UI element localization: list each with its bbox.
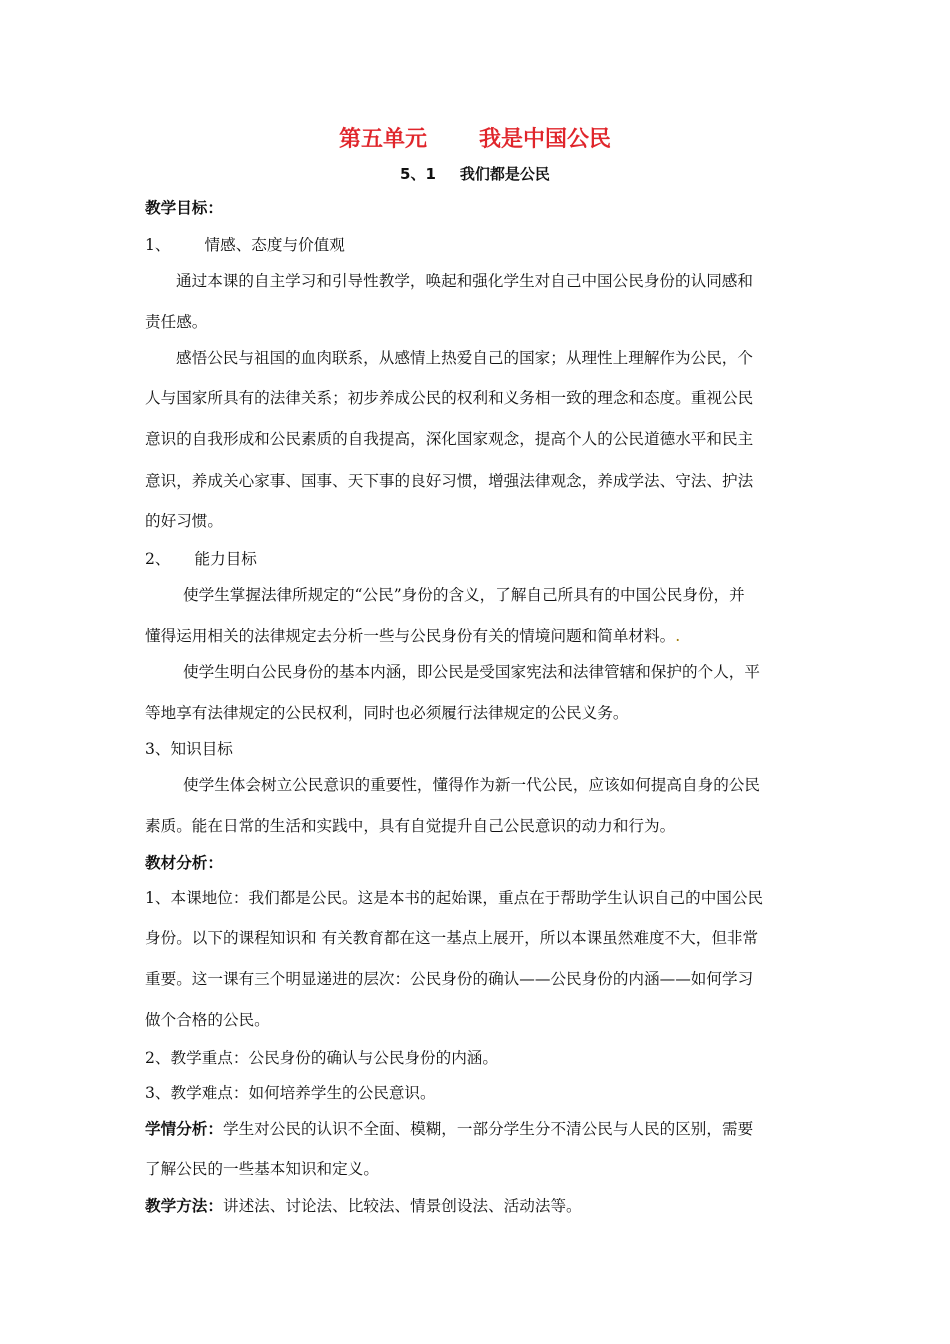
teaching-methods-text: 讲述法、讨论法、比较法、情景创设法、活动法等。 — [222, 1197, 582, 1215]
objective-2-title: 能力目标 — [194, 550, 257, 568]
objectives-heading: 教学目标： — [145, 199, 223, 217]
student-analysis-heading: 学情分析： — [145, 1120, 223, 1138]
objective-3-heading: 3、知识目标 — [145, 740, 233, 758]
paragraph-line: 等地享有法律规定的公民权利，同时也必须履行法律规定的公民义务。 — [145, 704, 629, 722]
teaching-focus: 2、教学重点：公民身份的确认与公民身份的内涵。 — [145, 1049, 498, 1067]
objective-2-number: 2、 — [145, 550, 171, 568]
paragraph-line: 重要。这一课有三个明显递进的层次：公民身份的确认——公民身份的内涵——如何学习 — [145, 970, 754, 988]
paragraph-text: 懂得运用相关的法律规定去分析一些与公民身份有关的情境问题和简单材料。 — [145, 627, 676, 645]
paragraph-line: 了解公民的一些基本知识和定义。 — [145, 1160, 379, 1178]
paragraph-line: 人与国家所具有的法律关系；初步养成公民的权利和义务相一致的理念和态度。重视公民 — [145, 389, 754, 407]
lesson-number: 5、1 — [400, 165, 436, 183]
objective-1-heading — [145, 233, 345, 255]
paragraph-line: 做个合格的公民。 — [145, 1011, 270, 1029]
objective-1-title: 情感、态度与价值观 — [204, 236, 345, 254]
student-analysis-text: 学生对公民的认识不全面、模糊，一部分学生分不清公民与人民的区别，需要 — [222, 1120, 754, 1138]
unit-name: 我是中国公民 — [479, 127, 612, 152]
paragraph-line: 使学生体会树立公民意识的重要性，懂得作为新一代公民，应该如何提高自身的公民 — [183, 776, 760, 794]
paragraph-line: 素质。能在日常的生活和实践中，具有自觉提升自己公民意识的动力和行为。 — [145, 817, 676, 835]
stray-dot: . — [675, 627, 681, 645]
paragraph-line — [145, 624, 680, 646]
objective-2-heading — [145, 547, 257, 569]
paragraph-line: 意识，养成关心家事、国事、天下事的良好习惯，增强法律观念，养成学法、守法、护法 — [145, 472, 754, 490]
paragraph-line: 1、本课地位：我们都是公民。这是本书的起始课，重点在于帮助学生认识自己的中国公民 — [145, 889, 764, 907]
lesson-name: 我们都是公民 — [459, 165, 550, 183]
teaching-methods — [145, 1194, 582, 1216]
unit-title — [0, 122, 950, 153]
unit-number: 第五单元 — [338, 127, 427, 152]
paragraph-line: 身份。以下的课程知识和 有关教育都在这一基点上展开，所以本课虽然难度不大，但非常 — [145, 929, 759, 947]
paragraph-line: 责任感。 — [145, 313, 208, 331]
paragraph-line: 使学生明白公民身份的基本内涵，即公民是受国家宪法和法律管辖和保护的个人，平 — [183, 663, 760, 681]
analysis-heading: 教材分析： — [145, 854, 223, 872]
paragraph-line: 意识的自我形成和公民素质的自我提高，深化国家观念，提高个人的公民道德水平和民主 — [145, 430, 754, 448]
teaching-methods-heading: 教学方法： — [145, 1197, 223, 1215]
paragraph-line: 的好习惯。 — [145, 512, 223, 530]
paragraph-line: 感悟公民与祖国的血肉联系，从感情上热爱自己的国家；从理性上理解作为公民，个 — [176, 349, 753, 367]
paragraph-line: 通过本课的自主学习和引导性教学，唤起和强化学生对自己中国公民身份的认同感和 — [176, 272, 753, 290]
student-analysis — [145, 1117, 753, 1139]
objective-1-number: 1、 — [145, 236, 171, 254]
paragraph-line: 使学生掌握法律所规定的“公民”身份的含义，了解自己所具有的中国公民身份，并 — [183, 586, 745, 604]
teaching-difficulty: 3、教学难点：如何培养学生的公民意识。 — [145, 1084, 436, 1102]
lesson-title — [0, 163, 950, 184]
